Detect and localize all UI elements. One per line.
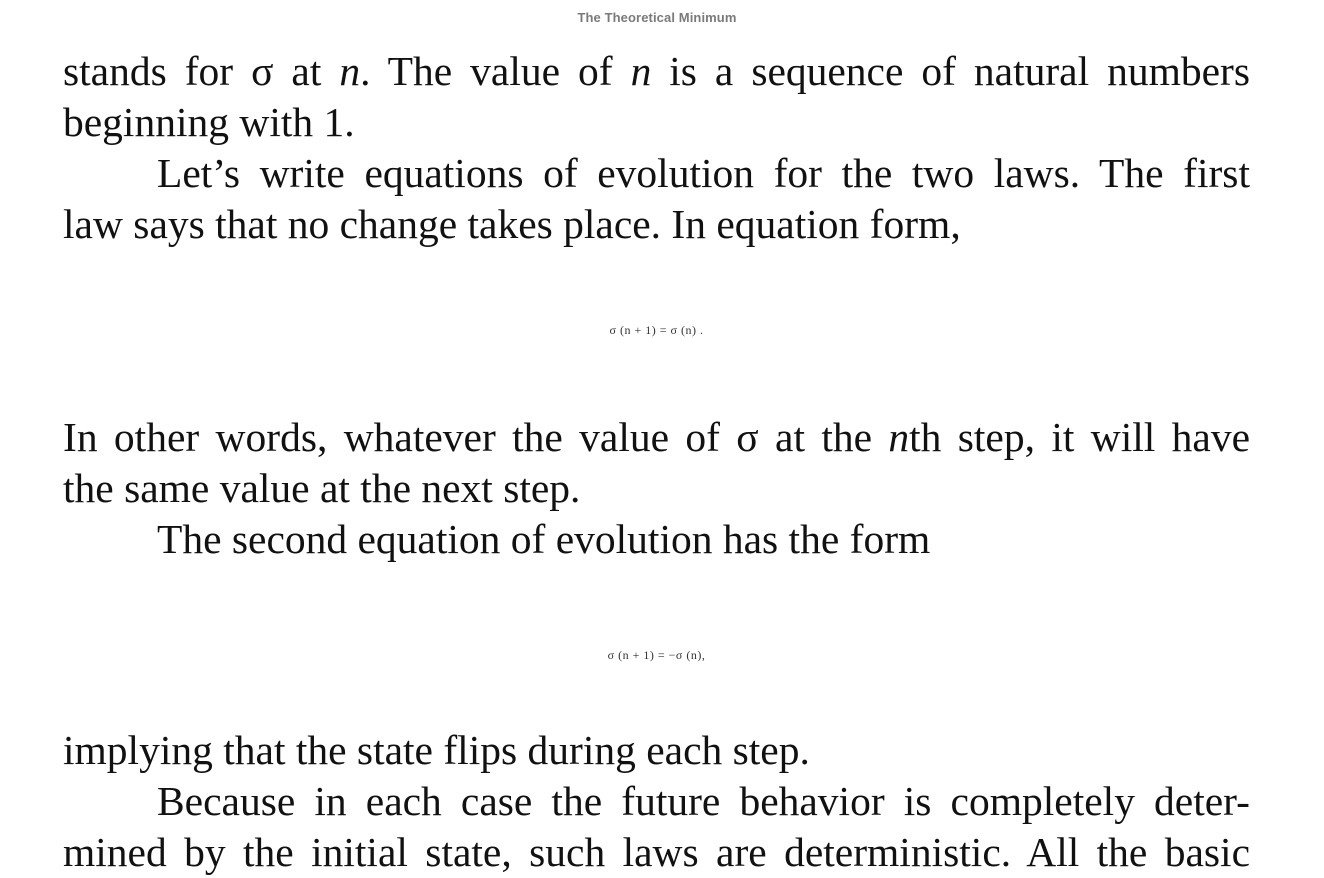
page-body <box>63 46 1250 878</box>
paragraph-2-line-1: Let’s write equations of evolution for the two laws. The first <box>157 150 1250 196</box>
variable-n: n <box>339 48 361 94</box>
paragraph-6-line-1: Because in each case the future behavior is completely deter- <box>157 778 1250 824</box>
paragraph-6-line-2: mined by the initial state, such laws are deterministic. All the basic <box>63 829 1250 875</box>
equation-flip: σ (n + 1) = −σ (n), <box>607 648 706 662</box>
paragraph-6 <box>63 776 1250 878</box>
paragraph-1-line-1 <box>63 46 1250 97</box>
paragraph-5-line-1: implying that the state flips during each step. <box>63 727 810 773</box>
variable-n: n <box>630 48 652 94</box>
paragraph-2-line-2: law says that no change takes place. In equation form, <box>63 201 961 247</box>
text-run: stands for σ at <box>63 48 340 94</box>
running-header: The Theoretical Minimum <box>577 10 737 25</box>
text-run: . The value of <box>360 48 631 94</box>
text-run: th step, it will have <box>909 414 1250 460</box>
paragraph-1-line-2: beginning with 1. <box>63 99 355 145</box>
paragraph-4-line-1: The second equation of evolution has the form <box>157 516 931 562</box>
paragraph-3-line-2: the same value at the next step. <box>63 465 581 511</box>
paragraph-1 <box>63 46 1250 148</box>
text-run: In other words, whatever the value of σ at the <box>63 414 889 460</box>
variable-n: n <box>888 414 910 460</box>
text-run: is a sequence of natural numbers <box>651 48 1251 94</box>
equation-no-change: σ (n + 1) = σ (n) . <box>609 323 704 337</box>
paragraph-4 <box>63 514 1250 565</box>
paragraph-3 <box>63 412 1250 514</box>
paragraph-3-line-1 <box>63 412 1250 463</box>
paragraph-2 <box>63 148 1250 250</box>
paragraph-5 <box>63 725 1250 776</box>
